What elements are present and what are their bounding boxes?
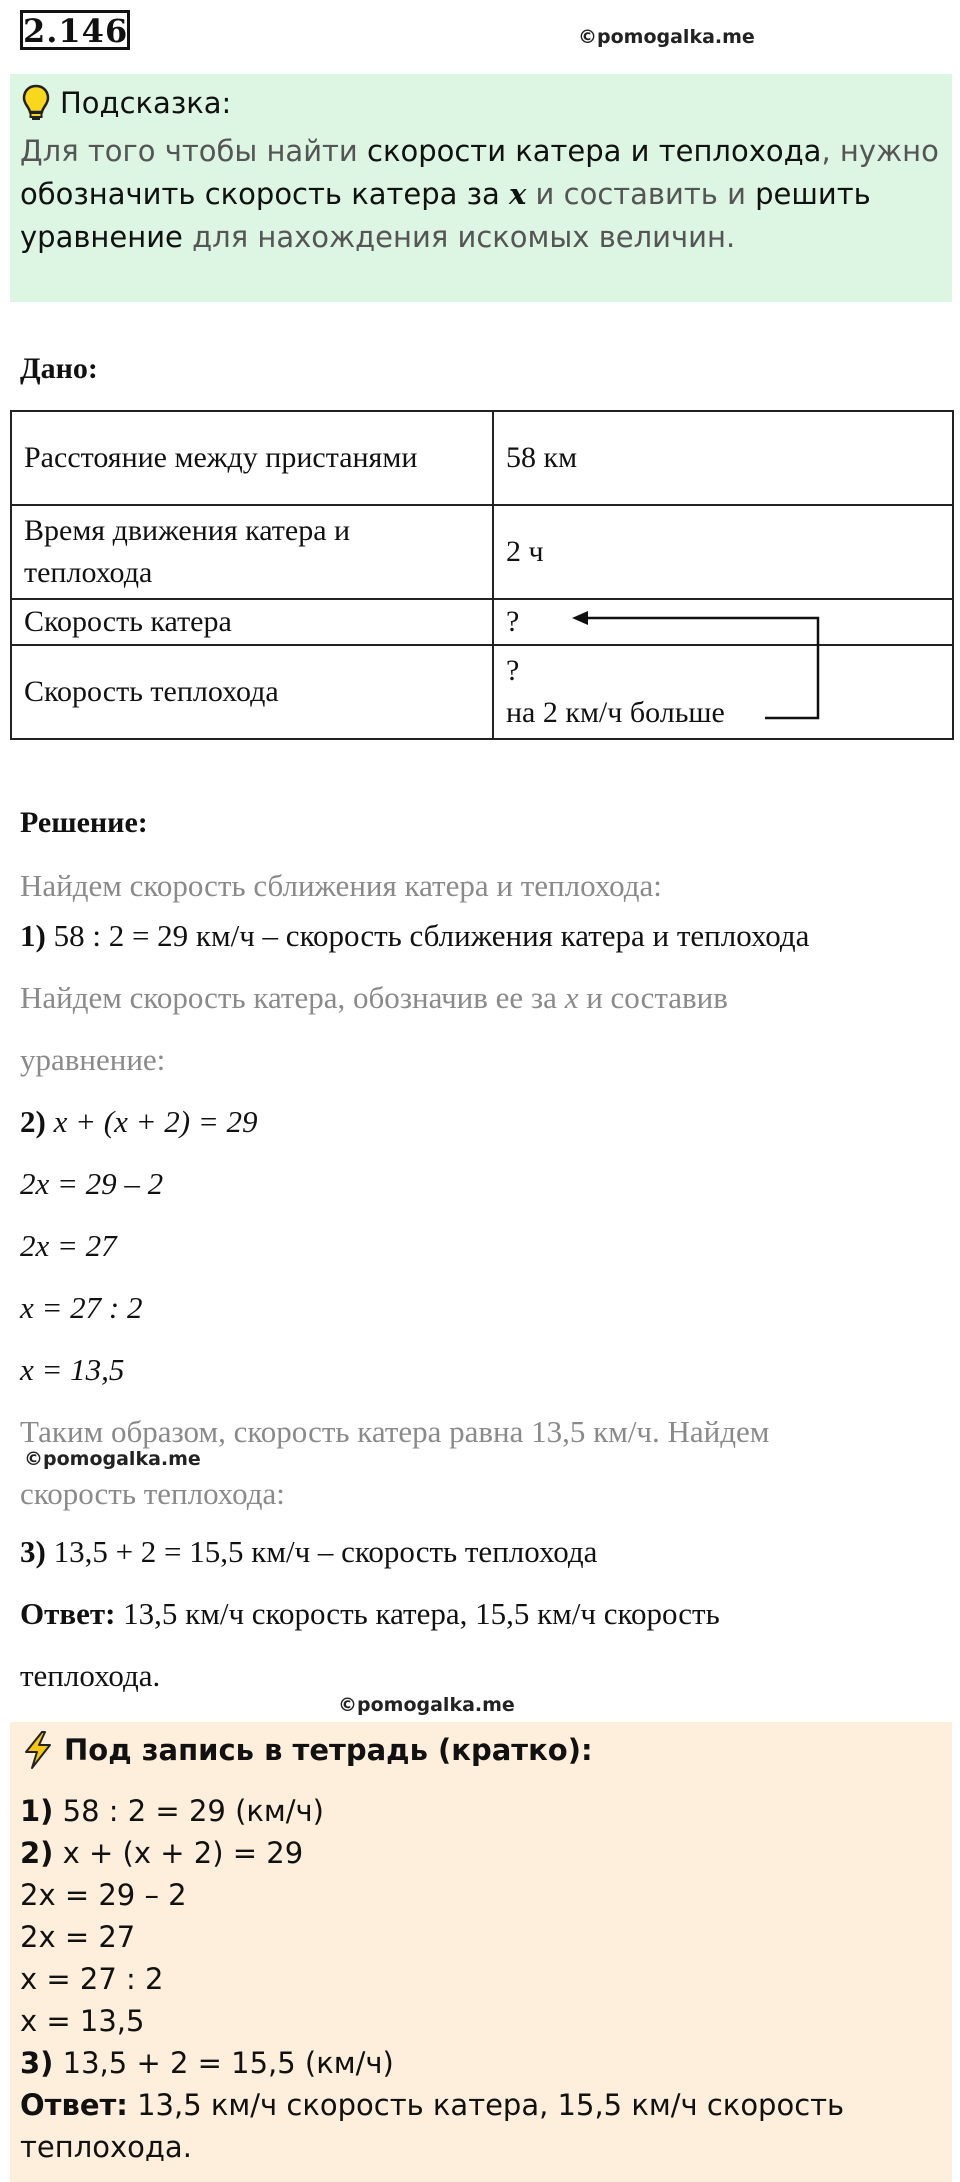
equation-line [20, 1352, 124, 1388]
equation-line [20, 1228, 117, 1264]
step-number: 3) [20, 1534, 46, 1569]
solution-step-1 [20, 918, 809, 954]
notebook-text: x + (x + 2) = 29 [53, 1836, 304, 1870]
solution-intro-1: Найдем скорость сближения катера и теплохода: [20, 868, 662, 903]
equation: 2x = 27 [20, 1228, 117, 1263]
equation: 2x = 29 – 2 [20, 1166, 164, 1201]
notebook-answer-2: теплохода. [20, 2130, 192, 2164]
notebook-line [20, 1794, 324, 1828]
given-value: ? [506, 654, 520, 687]
intro2b: и составив [578, 980, 728, 1015]
table-row [11, 411, 953, 505]
intro2-var: x [564, 980, 579, 1015]
conclusion-2: скорость теплохода: [20, 1476, 285, 1511]
notebook-answer [20, 2088, 844, 2122]
hint-p2: , нужно [821, 134, 939, 168]
step-number: 1) [20, 1794, 54, 1828]
solution-intro-2 [20, 980, 728, 1016]
equation: x = 13,5 [20, 1352, 125, 1387]
notebook-line [20, 1836, 303, 1870]
watermark: ©pomogalka.me [578, 26, 755, 48]
notebook-line: x = 27 : 2 [20, 1962, 164, 1996]
answer-line [20, 1596, 720, 1632]
equation-line [20, 1290, 143, 1326]
answer-label: Ответ: [20, 2088, 128, 2122]
given-label: Скорость теплохода [11, 645, 493, 739]
step-number: 1) [20, 918, 46, 953]
problem-number: 2.146 [20, 10, 130, 50]
intro2a: Найдем скорость катера, обозначив ее за [20, 980, 565, 1015]
relation-arrow [560, 610, 820, 730]
hint-b3: решить уравнение [20, 177, 871, 254]
equation: x = 27 : 2 [20, 1290, 143, 1325]
given-value: ? [493, 599, 953, 645]
lightbulb-icon [22, 84, 50, 122]
solution-step-3 [20, 1534, 597, 1570]
hint-p4: для нахождения искомых величин. [182, 220, 736, 254]
equation: x + (x + 2) = 29 [53, 1104, 258, 1139]
hint-title [22, 84, 231, 122]
step-text: 13,5 + 2 = 15,5 км/ч – скорость теплохода [45, 1534, 598, 1569]
answer-text: 13,5 км/ч скорость катера, 15,5 км/ч скорость [115, 1596, 720, 1631]
answer-label: Ответ: [20, 1596, 116, 1631]
step-number: 2) [20, 1104, 46, 1139]
given-label: Расстояние между пристанями [11, 411, 493, 505]
hint-p3: и составить и [526, 177, 756, 211]
hint-b2: обозначить скорость катера за [20, 177, 510, 211]
table-row [11, 505, 953, 599]
watermark: ©pomogalka.me [24, 1448, 201, 1470]
hint-p1: Для того чтобы найти [20, 134, 367, 168]
notebook-text: 13,5 + 2 = 15,5 (км/ч) [53, 2046, 394, 2080]
given-value: 58 км [493, 411, 953, 505]
hint-text [20, 130, 940, 259]
solution-intro-2c: уравнение: [20, 1042, 166, 1077]
notebook-title-text: Под запись в тетрадь (кратко): [64, 1733, 593, 1767]
equation-line [20, 1166, 163, 1202]
hint-title-text: Подсказка: [60, 86, 232, 120]
given-value: 2 ч [493, 505, 953, 599]
step-text: 58 : 2 = 29 км/ч – скорость сближения катера и теплохода [45, 918, 810, 953]
solution-title: Решение: [20, 806, 148, 839]
given-label: Скорость катера [11, 599, 493, 645]
solution-step-2 [20, 1104, 258, 1140]
answer-line-2: теплохода. [20, 1658, 161, 1693]
step-number: 2) [20, 1836, 54, 1870]
notebook-line [20, 2046, 394, 2080]
notebook-text: 58 : 2 = 29 (км/ч) [53, 1794, 324, 1828]
given-note: на 2 км/ч больше [506, 696, 725, 729]
hint-var: x [509, 177, 527, 211]
notebook-line: x = 13,5 [20, 2004, 145, 2038]
given-label: Время движения катера и теплохода [11, 505, 493, 599]
notebook-title [22, 1730, 593, 1770]
watermark: ©pomogalka.me [338, 1694, 515, 1716]
lightning-icon [22, 1730, 54, 1770]
notebook-line: 2x = 27 [20, 1920, 136, 1954]
hint-b1: скорости катера и теплохода [367, 134, 822, 168]
given-title: Дано: [20, 352, 98, 385]
step-number: 3) [20, 2046, 54, 2080]
notebook-line: 2x = 29 – 2 [20, 1878, 187, 1912]
conclusion-1: Таким образом, скорость катера равна 13,5 км/ч. Найдем [20, 1414, 770, 1449]
answer-text: 13,5 км/ч скорость катера, 15,5 км/ч скорость [127, 2088, 845, 2122]
